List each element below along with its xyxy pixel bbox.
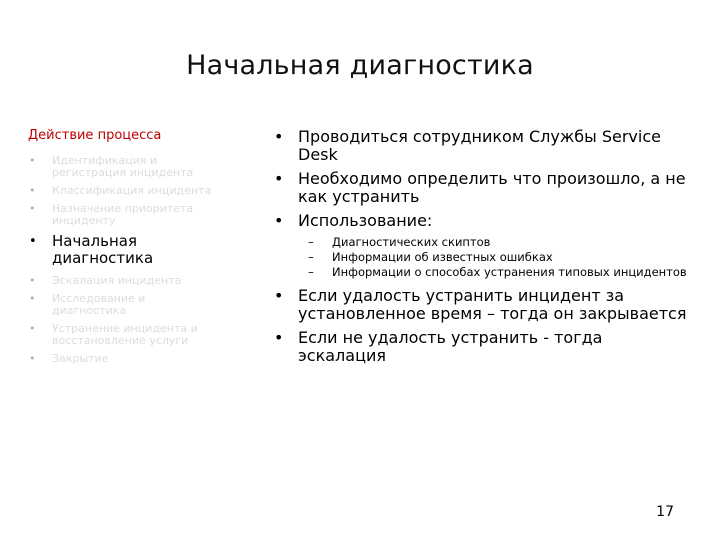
- bullet-icon: •: [29, 322, 36, 335]
- process-step: [28, 155, 218, 179]
- content-bullet-text: Проводиться сотрудником Службы Service Desk: [298, 127, 661, 164]
- bullet-icon: •: [29, 184, 36, 197]
- bullet-icon: •: [29, 352, 36, 365]
- process-step: [28, 185, 218, 197]
- sub-bullet: [298, 251, 692, 264]
- process-step-label: Эскалация инцидента: [52, 274, 182, 287]
- process-step: [28, 293, 218, 317]
- bullet-icon: •: [29, 154, 36, 167]
- process-steps-panel: [28, 128, 218, 371]
- sub-bullet-text: Информации об известных ошибках: [332, 250, 553, 264]
- content-bullet: [272, 128, 692, 164]
- content-bullet: [272, 212, 692, 279]
- content-bullet: [272, 170, 692, 206]
- bullet-icon: •: [29, 274, 36, 287]
- dash-icon: –: [308, 250, 314, 264]
- bullet-icon: •: [29, 234, 37, 249]
- process-step-label: Классификация инцидента: [52, 184, 212, 197]
- process-step-label: Начальная диагностика: [52, 232, 154, 267]
- process-step: [28, 353, 218, 365]
- content-bullet-text: Если не удалость устранить - тогда эскалация: [298, 328, 603, 365]
- process-steps-list: [28, 155, 218, 365]
- dash-icon: –: [308, 265, 314, 279]
- bullet-icon: •: [274, 169, 284, 188]
- usage-sub-list: [298, 236, 692, 279]
- bullet-icon: •: [274, 286, 284, 305]
- content-bullet-text: Необходимо определить что произошло, а не как устранить: [298, 169, 686, 206]
- bullet-icon: •: [274, 328, 284, 347]
- bullet-icon: •: [29, 202, 36, 215]
- content-bullet: [272, 329, 692, 365]
- process-step-label: Назначение приоритета инциденту: [52, 202, 194, 227]
- sub-bullet-text: Информации о способах устранения типовых инцидентов: [332, 265, 687, 279]
- sub-bullet-text: Диагностических скиптов: [332, 235, 491, 249]
- process-step-current: [28, 233, 218, 267]
- bullet-icon: •: [274, 211, 284, 230]
- process-step-label: Устранение инцидента и восстановление услуги: [52, 322, 198, 347]
- process-step-label: Исследование и диагностика: [52, 292, 146, 317]
- sub-bullet: [298, 236, 692, 249]
- process-step: [28, 275, 218, 287]
- content-bullet: [272, 287, 692, 323]
- content-bullet-text: Использование:: [298, 211, 433, 230]
- bullet-icon: •: [29, 292, 36, 305]
- content-bullet-text: Если удалость устранить инцидент за установленное время – тогда он закрывается: [298, 286, 687, 323]
- process-step: [28, 203, 218, 227]
- process-step-label: Идентификация и регистрация инцидента: [52, 154, 194, 179]
- dash-icon: –: [308, 235, 314, 249]
- content-panel: [272, 128, 692, 371]
- content-bullets: [272, 128, 692, 365]
- process-step-label: Закрытие: [52, 352, 109, 365]
- process-step: [28, 323, 218, 347]
- sub-bullet: [298, 266, 692, 279]
- page-number: 17: [656, 504, 674, 520]
- bullet-icon: •: [274, 127, 284, 146]
- process-steps-heading: Действие процесса: [28, 128, 162, 143]
- slide-title: Начальная диагностика: [186, 50, 534, 81]
